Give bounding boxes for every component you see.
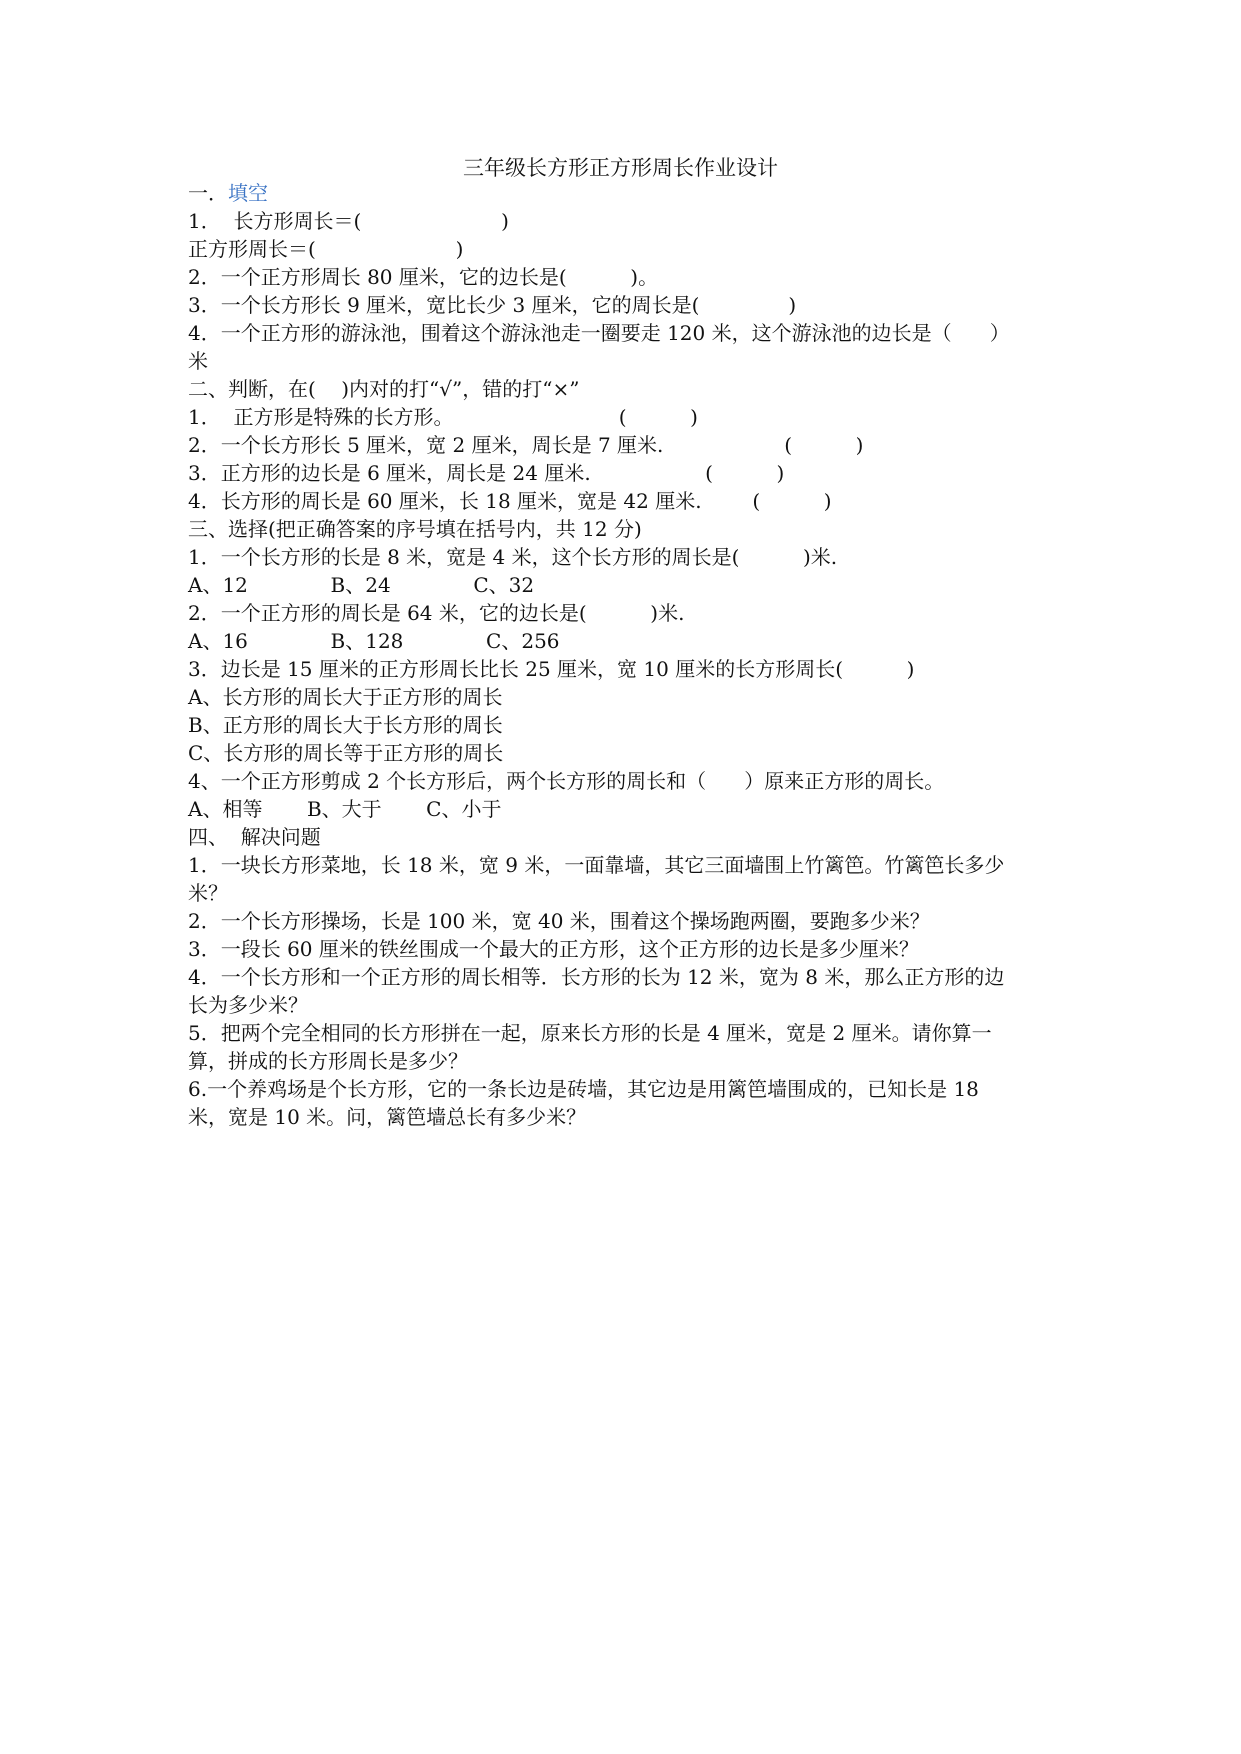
section-1-prefix: 一． [188,181,228,205]
problem-6b: 米，宽是 10 米。问，篱笆墙总长有多少米？ [188,1105,587,1129]
choice-question-3-option-a: A、长方形的周长大于正方形的周长 [188,685,503,709]
choice-question-1: 1．一个长方形的长是 8 米，宽是 4 米，这个长方形的周长是( )米. [188,545,838,569]
judge-question-4: 4．长方形的周长是 60 厘米，长 18 厘米，宽是 42 厘米. ( ) [188,489,832,513]
fill-question-3: 3．一个长方形长 9 厘米，宽比长少 3 厘米，它的周长是( ) [188,293,797,317]
problem-1b: 米？ [188,881,228,905]
problem-1a: 1．一块长方形菜地，长 18 米，宽 9 米，一面靠墙，其它三面墙围上竹篱笆。竹篱笆长多少 [188,853,1005,877]
choice-question-3-option-b: B、正方形的周长大于长方形的周长 [188,713,503,737]
section-1-heading [188,180,268,206]
problem-2: 2．一个长方形操场，长是 100 米，宽 40 米，围着这个操场跑两圈，要跑多少米？ [188,909,930,933]
problem-4a: 4．一个长方形和一个正方形的周长相等．长方形的长为 12 米，宽为 8 米，那么正方形的边 [188,965,1005,989]
fill-question-2: 2．一个正方形周长 80 厘米，它的边长是( )。 [188,265,659,289]
section-4-heading: 四、 解决问题 [188,825,321,849]
problem-4b: 长为多少米？ [188,993,308,1017]
choice-question-2-options: A、16 B、128 C、256 [188,629,560,653]
fill-question-4a: 4．一个正方形的游泳池，围着这个游泳池走一圈要走 120 米，这个游泳池的边长是（ ） [188,321,1010,345]
choice-question-4: 4、一个正方形剪成 2 个长方形后，两个长方形的周长和（ ）原来正方形的周长。 [188,769,945,793]
section-3-heading: 三、选择(把正确答案的序号填在括号内，共 12 分) [188,517,642,541]
section-2-heading: 二、判断，在( )内对的打“√”，错的打“×” [188,377,580,401]
problem-3: 3．一段长 60 厘米的铁丝围成一个最大的正方形，这个正方形的边长是多少厘米？ [188,937,919,961]
choice-question-3: 3．边长是 15 厘米的正方形周长比长 25 厘米，宽 10 厘米的长方形周长( ) [188,657,915,681]
problem-5b: 算，拼成的长方形周长是多少？ [188,1049,468,1073]
fill-question-1b: 正方形周长＝( ) [188,237,464,261]
fill-question-4b: 米 [188,349,208,373]
worksheet-title: 三年级长方形正方形周长作业设计 [463,156,778,180]
choice-question-4-options: A、相等 B、大于 C、小于 [188,797,502,821]
judge-question-1: 1． 正方形是特殊的长方形。 ( ) [188,405,698,429]
judge-question-2: 2．一个长方形长 5 厘米，宽 2 厘米，周长是 7 厘米. ( ) [188,433,864,457]
judge-question-3: 3．正方形的边长是 6 厘米，周长是 24 厘米. ( ) [188,461,785,485]
fill-question-1a: 1． 长方形周长＝( ) [188,209,509,233]
problem-6a: 6.一个养鸡场是个长方形，它的一条长边是砖墙，其它边是用篱笆墙围成的，已知长是 18 [188,1077,979,1101]
choice-question-3-option-c: C、长方形的周长等于正方形的周长 [188,741,504,765]
section-1-title: 填空 [228,181,268,205]
problem-5a: 5．把两个完全相同的长方形拼在一起，原来长方形的长是 4 厘米，宽是 2 厘米。请你算一 [188,1021,992,1045]
choice-question-2: 2．一个正方形的周长是 64 米，它的边长是( )米. [188,601,685,625]
choice-question-1-options: A、12 B、24 C、32 [188,573,535,597]
